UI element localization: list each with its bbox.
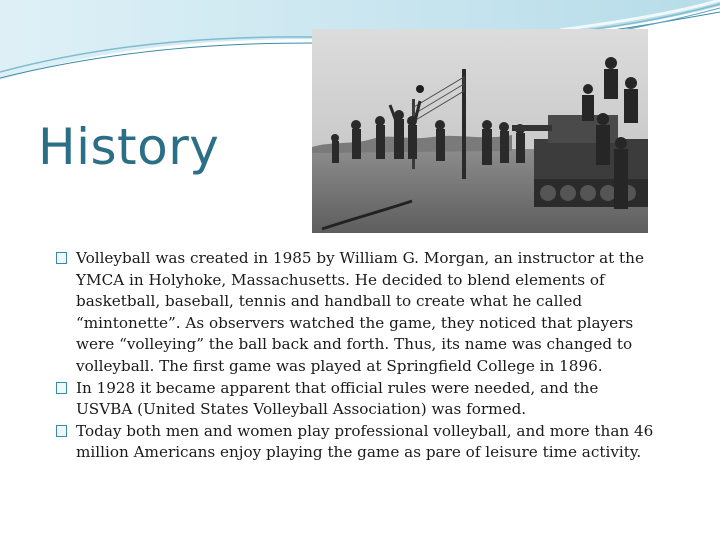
square-bullet-icon bbox=[56, 425, 67, 437]
bullet-item bbox=[56, 248, 656, 378]
square-bullet-icon bbox=[56, 382, 67, 394]
bullet-list bbox=[56, 248, 656, 464]
square-bullet-icon bbox=[56, 252, 67, 264]
volleyball-soldiers-photo-icon bbox=[312, 29, 648, 233]
bullet-item bbox=[56, 378, 656, 421]
bullet-text: In 1928 it became apparent that official rules were needed, and the USVBA (United States Volleyball Association) was formed. bbox=[76, 378, 599, 419]
bullet-item bbox=[56, 421, 656, 464]
bullet-text: Today both men and women play professional volleyball, and more than 46 million Americans enjoy playing the game as pare of leisure time activity. bbox=[76, 421, 654, 462]
slide-title: History bbox=[38, 118, 220, 176]
bullet-text: Volleyball was created in 1985 by William G. Morgan, an instructor at the YMCA in Holyhoke, Massachusetts. He decided to blend elements of basketball, baseball, tennis and handball to create what he called “mintonette”. As observers watched the game, they noticed that players were “volleying” the ball back and forth. Thus, its name was changed to volleyball. The first game was played at Springfield College in 1896. bbox=[76, 249, 644, 375]
